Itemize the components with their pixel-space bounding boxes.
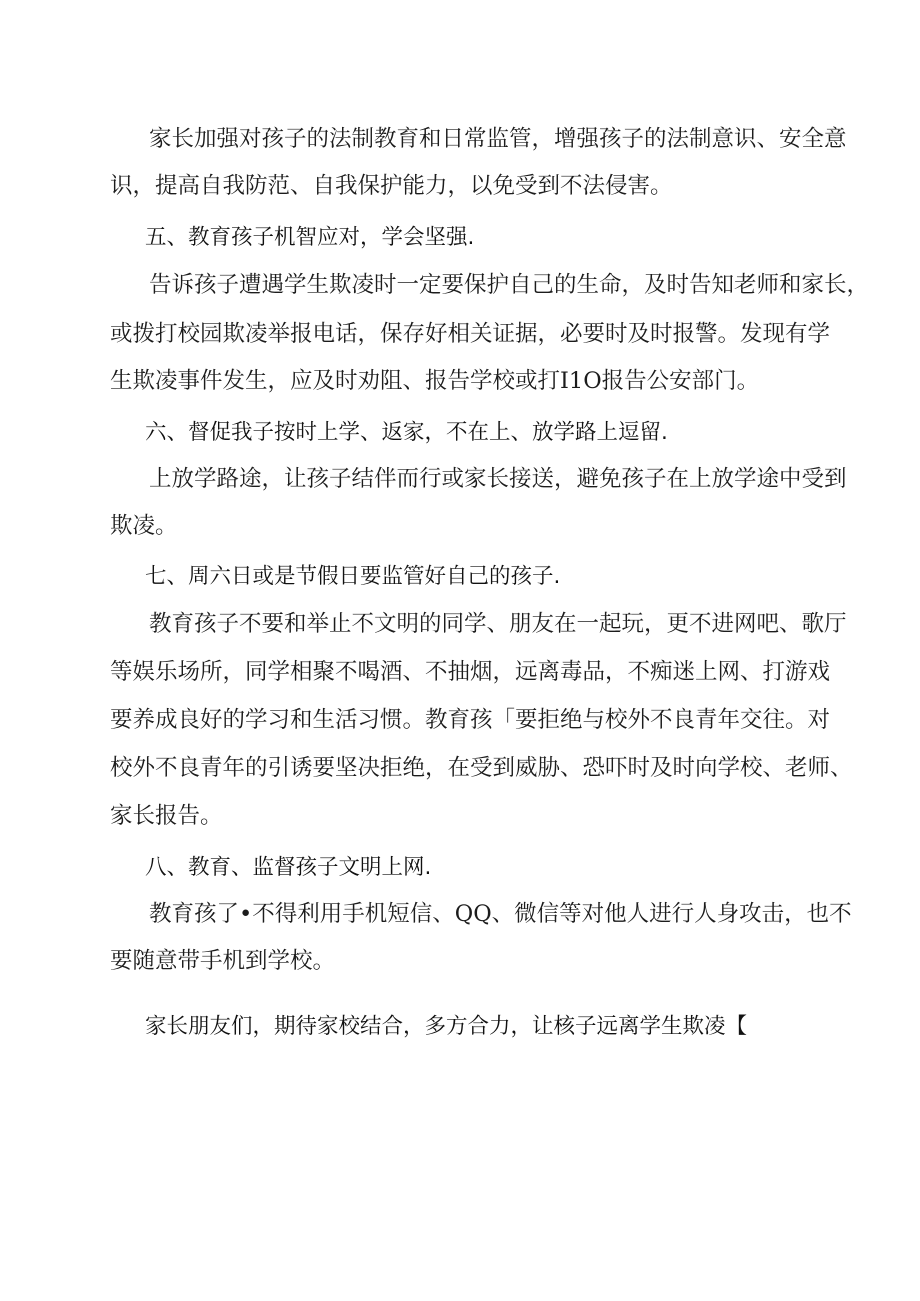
section-heading-8: 八、教育、监督孩子文明上网. (145, 855, 432, 880)
paragraph-7-line-5: 家长报告。 (110, 803, 223, 829)
paragraph-5-line-1: 告诉孩子遭遇学生欺凌时一定要保护自己的生命，及时告知老师和家长， (149, 272, 870, 298)
paragraph-1-line-2: 识，提高自我防范、自我保护能力，以免受到不法侵害。 (110, 173, 673, 199)
paragraph-6-line-1: 上放学路途，让孩子结伴而行或家长接送，避免孩子在上放学途中受到 (149, 466, 847, 492)
paragraph-8-line-1: 教育孩了•不得利用手机短信、QQ、微信等对他人进行人身攻击，也不 (149, 901, 852, 927)
paragraph-7-line-3: 要养成良好的学习和生活习惯。教育孩「要拒绝与校外不良青年交往。对 (110, 707, 831, 733)
paragraph-7-line-4: 校外不良青年的引诱要坚决拒绝，在受到威胁、恐吓时及时向学校、老师、 (110, 755, 853, 781)
section-heading-5: 五、教育孩子机智应对，学会坚强. (145, 225, 475, 250)
paragraph-5-line-3: 生欺凌事件发生，应及时劝阻、报告学校或打I1O报告公安部门。 (110, 368, 760, 394)
section-heading-7: 七、周六日或是节假日要监管好自己的孩子. (145, 564, 561, 589)
paragraph-7-line-1: 教育孩子不要和举止不文明的同学、朋友在一起玩，更不进网吧、歌厅 (149, 611, 847, 637)
paragraph-8-line-2: 要随意带手机到学校。 (110, 948, 336, 974)
paragraph-1-line-1: 家长加强对孩子的法制教育和日常监管，增强孩子的法制意识、安全意 (149, 126, 847, 152)
closing-statement: 家长朋友们，期待家校结合，多方合力，让核子远离学生欺凌【 (145, 1014, 748, 1039)
paragraph-7-line-2: 等娱乐场所，同学相聚不喝酒、不抽烟，远离毒品，不痴迷上网、打游戏 (110, 659, 831, 685)
paragraph-6-line-2: 欺凌。 (110, 513, 178, 539)
section-heading-6: 六、督促我子按时上学、返家，不在上、放学路上逗留. (145, 420, 668, 445)
paragraph-5-line-2: 或拨打校园欺凌举报电话，保存好相关证据，必要时及时报警。发现有学 (110, 321, 831, 347)
